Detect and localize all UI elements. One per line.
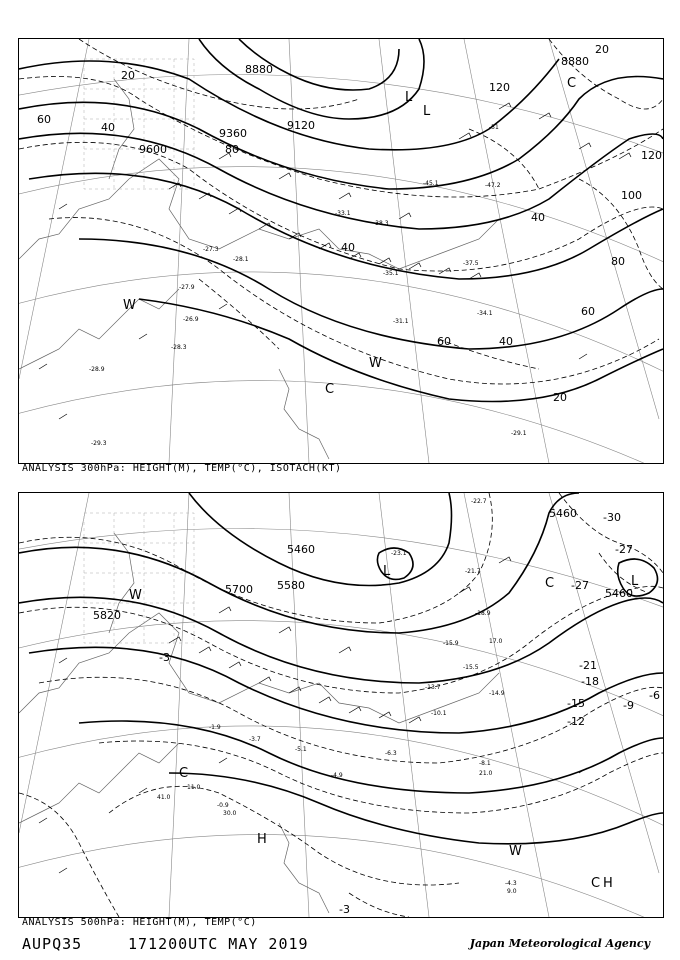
height-label: 5820 <box>93 609 121 622</box>
obs-label: -0.9 <box>217 802 229 809</box>
temp-label: -31.1 <box>393 318 409 325</box>
isotherm-label: -15 <box>567 697 585 710</box>
obs-label: -3.7 <box>249 736 261 743</box>
obs-label: 30.0 <box>223 810 237 817</box>
obs-label: -21.7 <box>465 568 481 575</box>
obs-label: -10.1 <box>431 710 447 717</box>
obs-label: 9.0 <box>507 888 517 895</box>
obs-label: -18.9 <box>475 610 491 617</box>
temp-label: -28.9 <box>89 366 105 373</box>
cold-center-label: C <box>325 382 335 397</box>
warm-center-label: W <box>369 356 382 371</box>
obs-label: -22.7 <box>471 498 487 505</box>
temp-label: -38.3 <box>373 220 389 227</box>
agency-name: Japan Meteorological Agency <box>469 937 650 950</box>
height-label: 8880 <box>561 55 589 68</box>
isotherm-label: -9 <box>623 699 634 712</box>
obs-label: -1.9 <box>209 724 221 731</box>
temp-label: -29.1 <box>511 430 527 437</box>
cold-center-label: C <box>179 766 189 781</box>
height-label: 5460 <box>605 587 633 600</box>
low-center-label: L <box>631 574 639 589</box>
valid-time: 171200UTC MAY 2019 <box>128 935 309 953</box>
bottom-chart-caption: ANALYSIS 500hPa: HEIGHT(M), TEMP(°C) <box>22 917 257 928</box>
isotach-label: 100 <box>621 189 642 202</box>
height-contours <box>19 39 663 402</box>
obs-label: 11.0 <box>187 784 201 791</box>
warm-center-label: W <box>123 298 136 313</box>
temp-label: -34.1 <box>477 310 493 317</box>
isotach-label: 60 <box>581 305 595 318</box>
isotach-label: 80 <box>611 255 625 268</box>
obs-label: -4.3 <box>505 880 517 887</box>
isotach-label: 120 <box>641 149 662 162</box>
isotherm-label: -27 <box>571 579 589 592</box>
map-500hpa-canvas <box>19 493 663 917</box>
isotach-label: 120 <box>489 81 510 94</box>
chart-code: AUPQ35 <box>22 935 83 953</box>
obs-label: -4.9 <box>331 772 343 779</box>
obs-label: -14.9 <box>489 690 505 697</box>
obs-label: 21.0 <box>479 770 493 777</box>
isotach-label: 20 <box>553 391 567 404</box>
height-label: 9600 <box>139 143 167 156</box>
obs-label: -15.5 <box>463 664 479 671</box>
isotach-label: 40 <box>341 241 355 254</box>
isotherm-label: -18 <box>581 675 599 688</box>
isotach-label: 40 <box>531 211 545 224</box>
isotach-label: 20 <box>595 43 609 56</box>
wind-barbs <box>39 103 631 419</box>
map-300hpa-canvas <box>19 39 663 463</box>
isotach-label: 40 <box>101 121 115 134</box>
low-center-label: L <box>423 104 431 119</box>
isotherm-label: -27 <box>615 543 633 556</box>
isotach-label: 60 <box>37 113 51 126</box>
analysis-300hpa-map <box>18 38 664 464</box>
low-center-label: L <box>405 90 413 105</box>
temp-label: -33.1 <box>335 210 351 217</box>
obs-label: -8.1 <box>479 760 491 767</box>
isotach-label: 80 <box>225 143 239 156</box>
temp-label: -26.9 <box>183 316 199 323</box>
temp-label: -28.3 <box>171 344 187 351</box>
obs-label: -13.7 <box>425 684 441 691</box>
temp-label: -28.1 <box>233 256 249 263</box>
low-center-label: L <box>383 564 391 579</box>
obs-label: -5.1 <box>295 746 307 753</box>
temp-label: -47.2 <box>485 182 501 189</box>
isotherm-label: -12 <box>567 715 585 728</box>
temp-label: -27.9 <box>179 284 195 291</box>
height-label: 9120 <box>287 119 315 132</box>
cold-center-label: C <box>591 876 601 891</box>
height-label: 5460 <box>287 543 315 556</box>
isotherm-label: -30 <box>603 511 621 524</box>
isotach-label: 20 <box>121 69 135 82</box>
temp-label: -51 <box>489 124 499 131</box>
high-center-label: H <box>257 832 267 847</box>
isotach-label: 40 <box>499 335 513 348</box>
cold-center-label: C <box>567 76 577 91</box>
height-label: 9360 <box>219 127 247 140</box>
temp-label: -37.5 <box>463 260 479 267</box>
top-chart-caption: ANALYSIS 300hPa: HEIGHT(M), TEMP(°C), ISOTACH(KT) <box>22 463 342 474</box>
isotherm-label: -6 <box>649 689 660 702</box>
isotherm-label: -21 <box>579 659 597 672</box>
obs-label: 17.0 <box>489 638 503 645</box>
high-center-label: H <box>603 876 613 891</box>
temp-label: -45.1 <box>423 180 439 187</box>
isotherm-label: -3 <box>159 651 170 664</box>
isotherm-label: -3 <box>339 903 350 916</box>
temp-label: -27.3 <box>203 246 219 253</box>
height-label: 8880 <box>245 63 273 76</box>
isotach-label: 60 <box>437 335 451 348</box>
coastlines <box>19 79 499 459</box>
warm-center-label: W <box>129 588 142 603</box>
obs-label: -6.3 <box>385 750 397 757</box>
temp-label: -35.1 <box>383 270 399 277</box>
cold-center-label: C <box>545 576 555 591</box>
height-label: 5700 <box>225 583 253 596</box>
obs-label: -23.1 <box>391 550 407 557</box>
height-label: 5460 <box>549 507 577 520</box>
obs-label: -15.9 <box>443 640 459 647</box>
warm-center-label: W <box>509 844 522 859</box>
height-contours <box>19 493 663 844</box>
temp-label: -29.3 <box>91 440 107 447</box>
height-label: 5580 <box>277 579 305 592</box>
wind-barbs <box>39 557 587 873</box>
analysis-500hpa-map <box>18 492 664 918</box>
obs-label: 41.0 <box>157 794 171 801</box>
